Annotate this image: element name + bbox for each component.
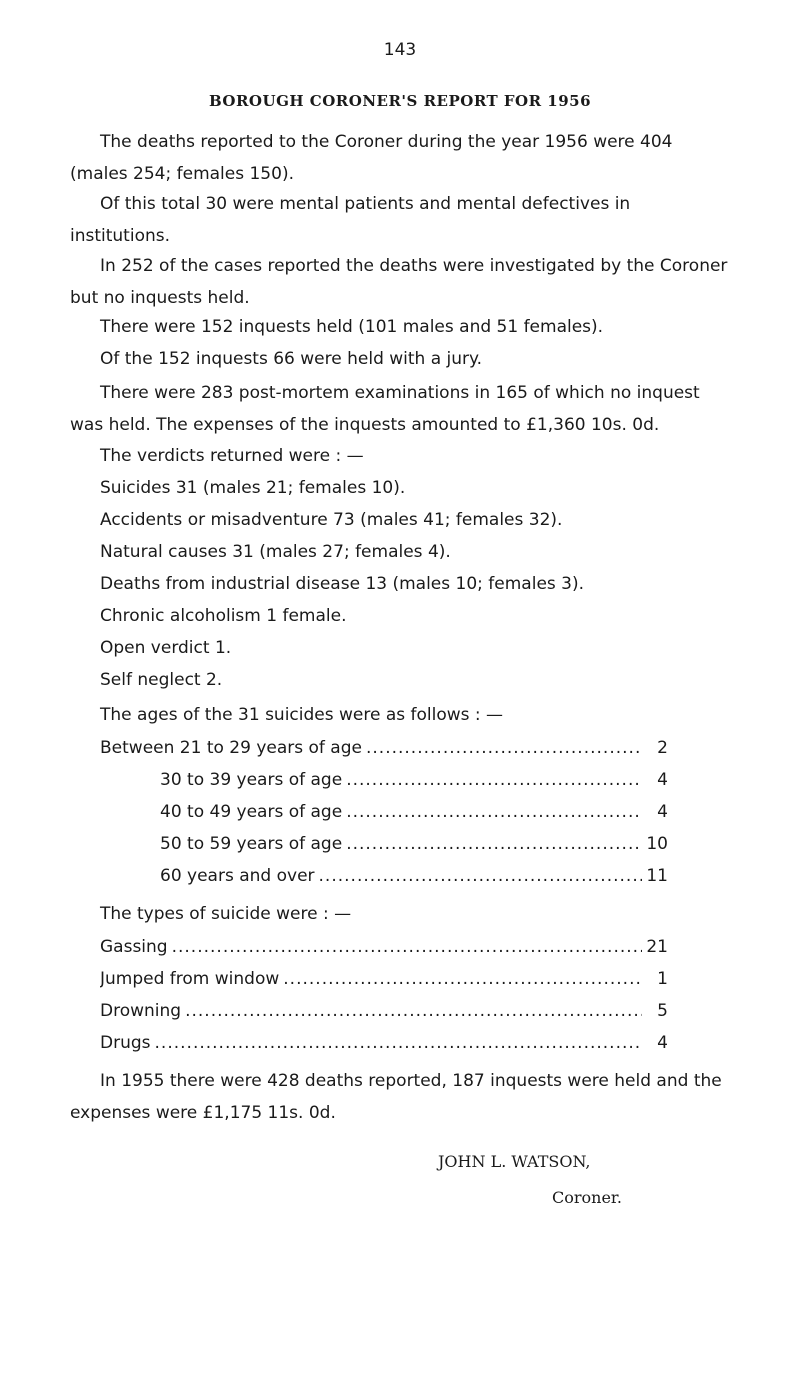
paragraph-post-mortem: There were 283 post-mortem examinations in 165 of which no inquest was held. The expenses of the inquests amounted to £1,360 10s. 0d. <box>70 383 700 435</box>
age-row <box>160 764 668 796</box>
paragraph-mental-patients: Of this total 30 were mental patients and mental defectives in institutions. <box>70 194 631 246</box>
type-row-value: 4 <box>657 1033 668 1053</box>
age-row-label: Between 21 to 29 years of age <box>100 738 362 758</box>
verdict-item: Deaths from industrial disease 13 (males 10; females 3). <box>100 574 585 594</box>
age-row-label: 30 to 39 years of age <box>160 770 343 790</box>
type-row-value: 21 <box>646 937 668 957</box>
leader-dots <box>346 828 642 860</box>
age-row-value: 4 <box>657 802 668 822</box>
paragraph-comparison-1955: In 1955 there were 428 deaths reported, 187 inquests were held and the expenses were £1,175 11s. 0d. <box>70 1071 722 1123</box>
type-row <box>100 931 668 963</box>
suicide-ages-heading: The ages of the 31 suicides were as follows : — <box>100 705 504 725</box>
type-row-value: 1 <box>657 969 668 989</box>
paragraph-inquests-held: There were 152 inquests held (101 males and 51 females). <box>100 317 604 337</box>
signature-role: Coroner. <box>552 1188 622 1207</box>
verdict-item: Open verdict 1. <box>100 638 232 658</box>
age-row-label: 40 to 49 years of age <box>160 802 343 822</box>
leader-dots <box>319 860 642 892</box>
verdict-item: Self neglect 2. <box>100 670 223 690</box>
age-row-label: 60 years and over <box>160 866 315 886</box>
leader-dots <box>155 1027 642 1059</box>
verdict-item: Chronic alcoholism 1 female. <box>100 606 347 626</box>
type-row-label: Drowning <box>100 1001 182 1021</box>
age-row-value: 10 <box>646 834 668 854</box>
type-row <box>100 995 668 1027</box>
type-row-label: Drugs <box>100 1033 151 1053</box>
verdict-item: Suicides 31 (males 21; females 10). <box>100 478 406 498</box>
type-row-label: Gassing <box>100 937 168 957</box>
type-row-value: 5 <box>657 1001 668 1021</box>
type-row <box>100 1027 668 1059</box>
age-row <box>160 828 668 860</box>
leader-dots <box>346 796 642 828</box>
leader-dots <box>366 732 642 764</box>
leader-dots <box>283 963 642 995</box>
type-row-label: Jumped from window <box>100 969 280 989</box>
age-row-label: 50 to 59 years of age <box>160 834 343 854</box>
leader-dots <box>346 764 642 796</box>
age-row <box>160 860 668 892</box>
verdict-item: Accidents or misadventure 73 (males 41; females 32). <box>100 510 563 530</box>
signature-name: JOHN L. WATSON, <box>438 1152 591 1171</box>
page-number: 143 <box>383 40 417 60</box>
age-row-value: 2 <box>657 738 668 758</box>
verdicts-heading: The verdicts returned were : — <box>100 446 364 466</box>
age-row-value: 11 <box>646 866 668 886</box>
age-row-value: 4 <box>657 770 668 790</box>
paragraph-jury: Of the 152 inquests 66 were held with a jury. <box>100 349 483 369</box>
leader-dots <box>185 995 642 1027</box>
age-row <box>160 796 668 828</box>
paragraph-deaths-reported: The deaths reported to the Coroner during the year 1956 were 404 (males 254; females 150). <box>70 132 673 184</box>
suicide-types-heading: The types of suicide were : — <box>100 904 352 924</box>
leader-dots <box>172 931 642 963</box>
paragraph-no-inquests: In 252 of the cases reported the deaths were investigated by the Coroner but no inquests held. <box>70 256 728 308</box>
verdict-item: Natural causes 31 (males 27; females 4). <box>100 542 451 562</box>
age-row <box>100 732 668 764</box>
type-row <box>100 963 668 995</box>
report-title: BOROUGH CORONER'S REPORT FOR 1956 <box>208 92 592 110</box>
